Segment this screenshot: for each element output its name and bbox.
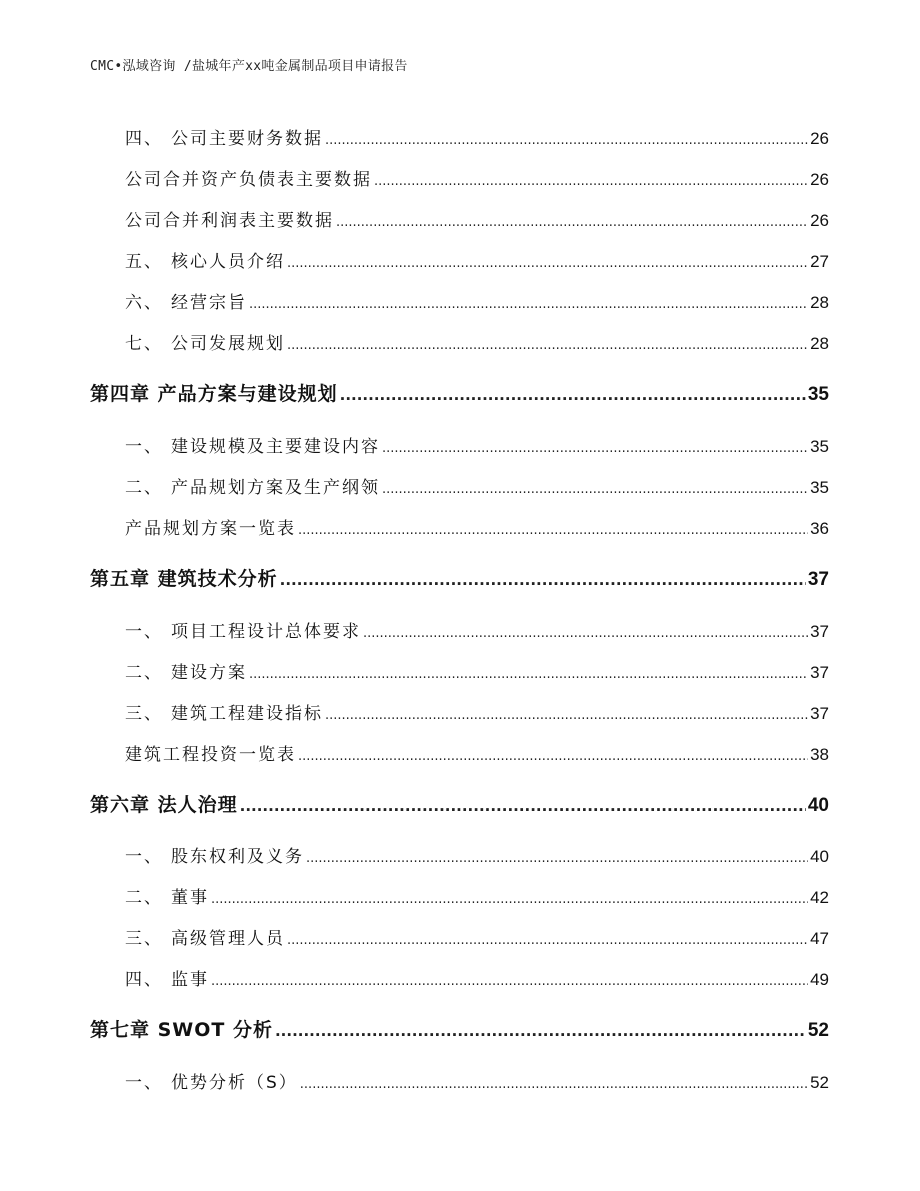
toc-entry[interactable] — [125, 329, 829, 354]
toc-entry-page: 52 — [810, 1073, 829, 1092]
toc-entry-title: 董事 — [171, 888, 209, 908]
toc-entry[interactable] — [125, 473, 829, 498]
toc-entry-number: 三、 — [125, 929, 163, 949]
toc-entry-number: 一、 — [125, 847, 163, 867]
toc-entry-title: 产品规划方案一览表 — [125, 519, 296, 539]
toc-leader-dots — [280, 571, 806, 589]
toc-chapter-page: 37 — [807, 569, 829, 590]
toc-chapter[interactable] — [90, 1015, 829, 1042]
toc-entry[interactable] — [125, 658, 829, 683]
toc-chapter-title: 第四章 产品方案与建设规划 — [90, 383, 338, 405]
toc-entry-number: 四、 — [125, 970, 163, 990]
toc-leader-dots — [211, 892, 808, 907]
toc-entry-page: 27 — [810, 252, 829, 271]
toc-entry-number: 一、 — [125, 1073, 163, 1093]
toc-entry-page: 28 — [810, 293, 829, 312]
toc-leader-dots — [336, 215, 808, 230]
toc-entry-page: 26 — [810, 129, 829, 148]
toc-leader-dots — [382, 482, 808, 497]
toc-entry-number: 四、 — [125, 129, 163, 149]
toc-leader-dots — [211, 974, 808, 989]
toc-entry-number: 三、 — [125, 704, 163, 724]
toc-entry-page: 35 — [810, 478, 829, 497]
toc-entry-number: 一、 — [125, 437, 163, 457]
toc-chapter-page: 40 — [807, 795, 829, 816]
toc-entry-page: 35 — [810, 437, 829, 456]
toc-entry[interactable] — [125, 842, 829, 867]
toc-entry-page: 49 — [810, 970, 829, 989]
toc-chapter-title: 第七章 SWOT 分析 — [90, 1019, 273, 1041]
toc-chapter[interactable] — [90, 790, 829, 817]
toc-leader-dots — [249, 297, 808, 312]
toc-chapter-title: 第五章 建筑技术分析 — [90, 568, 278, 590]
toc-leader-dots — [275, 1022, 806, 1040]
toc-entry[interactable] — [125, 1068, 829, 1093]
toc-chapter-page: 52 — [807, 1020, 829, 1041]
toc-entry-title: 建筑工程投资一览表 — [125, 745, 296, 765]
toc-entry-title: 高级管理人员 — [171, 929, 285, 949]
toc-entry-page: 40 — [810, 847, 829, 866]
toc-entry-title: 产品规划方案及生产纲领 — [171, 478, 380, 498]
toc-entry[interactable] — [125, 699, 829, 724]
toc-entry-page: 37 — [810, 663, 829, 682]
toc-leader-dots — [306, 851, 808, 866]
toc-entry-number: 二、 — [125, 888, 163, 908]
toc-entry[interactable] — [125, 965, 829, 990]
toc-chapter-page: 35 — [807, 384, 829, 405]
toc-entry-title: 优势分析（S） — [171, 1073, 298, 1093]
toc-entry-title: 核心人员介绍 — [171, 252, 285, 272]
toc-entry-number: 七、 — [125, 334, 163, 354]
toc-entry-number: 二、 — [125, 663, 163, 683]
toc-entry[interactable] — [125, 432, 829, 457]
toc-entry[interactable] — [125, 883, 829, 908]
toc-entry[interactable] — [125, 124, 829, 149]
toc-entry-page: 38 — [810, 745, 829, 764]
toc-chapter[interactable] — [90, 379, 829, 406]
toc-leader-dots — [298, 523, 808, 538]
toc-entry-page: 26 — [810, 170, 829, 189]
toc-entry-page: 26 — [810, 211, 829, 230]
toc-leader-dots — [363, 626, 808, 641]
toc-entry-title: 建筑工程建设指标 — [171, 704, 323, 724]
toc-entry-title: 建设方案 — [171, 663, 247, 683]
toc-entry-title: 监事 — [171, 970, 209, 990]
toc-leader-dots — [374, 174, 808, 189]
toc-leader-dots — [287, 256, 808, 271]
toc-entry-title: 经营宗旨 — [171, 293, 247, 313]
toc-entry[interactable] — [125, 206, 829, 231]
toc-leader-dots — [298, 749, 808, 764]
toc-entry-number: 五、 — [125, 252, 163, 272]
toc-leader-dots — [240, 797, 806, 815]
toc-entry-title: 公司合并利润表主要数据 — [125, 211, 334, 231]
toc-entry-page: 28 — [810, 334, 829, 353]
toc-entry[interactable] — [125, 288, 829, 313]
page-header: CMC•泓域咨询 /盐城年产xx吨金属制品项目申请报告 — [90, 59, 408, 74]
toc-entry-title: 股东权利及义务 — [171, 847, 304, 867]
toc-entry[interactable] — [125, 617, 829, 642]
toc-entry[interactable] — [125, 740, 829, 765]
toc-entry-title: 公司发展规划 — [171, 334, 285, 354]
toc-entry-number: 一、 — [125, 622, 163, 642]
toc-leader-dots — [382, 441, 808, 456]
toc-entry[interactable] — [125, 924, 829, 949]
toc-entry-page: 37 — [810, 622, 829, 641]
toc-entry-page: 47 — [810, 929, 829, 948]
toc-entry-title: 公司主要财务数据 — [171, 129, 323, 149]
toc-leader-dots — [287, 338, 808, 353]
toc-entry-number: 二、 — [125, 478, 163, 498]
toc-entry[interactable] — [125, 247, 829, 272]
toc-leader-dots — [249, 667, 808, 682]
toc-leader-dots — [287, 933, 808, 948]
toc-entry-page: 42 — [810, 888, 829, 907]
toc-entry-title: 项目工程设计总体要求 — [171, 622, 361, 642]
toc-leader-dots — [325, 133, 808, 148]
toc-entry[interactable] — [125, 165, 829, 190]
toc-entry-page: 36 — [810, 519, 829, 538]
toc-entry-page: 37 — [810, 704, 829, 723]
toc-chapter[interactable] — [90, 564, 829, 591]
toc-entry-title: 建设规模及主要建设内容 — [171, 437, 380, 457]
toc-entry-number: 六、 — [125, 293, 163, 313]
toc-entry[interactable] — [125, 514, 829, 539]
toc-leader-dots — [325, 708, 808, 723]
toc-leader-dots — [340, 386, 806, 404]
toc-entry-title: 公司合并资产负债表主要数据 — [125, 170, 372, 190]
toc-chapter-title: 第六章 法人治理 — [90, 794, 238, 816]
toc-leader-dots — [300, 1077, 808, 1092]
